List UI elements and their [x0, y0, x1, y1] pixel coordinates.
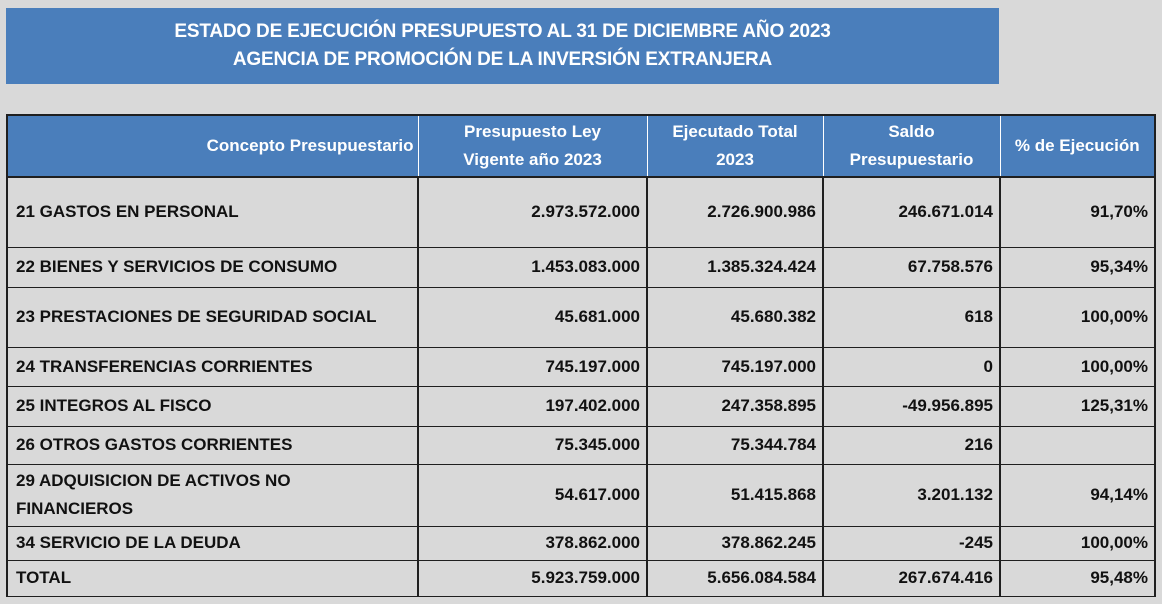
cell-ejecutado: 247.358.895 [647, 386, 823, 426]
cell-ejecutado: 45.680.382 [647, 287, 823, 347]
cell-presupuesto: 5.923.759.000 [418, 560, 647, 596]
header-ejecutado-line-2: 2023 [716, 150, 754, 169]
cell-pct: 91,70% [1000, 177, 1155, 247]
cell-concepto-line-2: FINANCIEROS [16, 499, 134, 518]
gridline [0, 89, 1162, 90]
cell-presupuesto: 45.681.000 [418, 287, 647, 347]
table-row [7, 247, 1155, 287]
table-row [7, 464, 1155, 526]
header-presupuesto [418, 115, 647, 177]
cell-concepto [7, 464, 418, 526]
cell-concepto: 25 INTEGROS AL FISCO [7, 386, 418, 426]
header-ejecucion: % de Ejecución [1000, 115, 1155, 177]
cell-ejecutado: 5.656.084.584 [647, 560, 823, 596]
cell-saldo: 0 [823, 347, 1000, 386]
cell-saldo: -245 [823, 526, 1000, 560]
header-saldo-line-2: Presupuestario [849, 150, 974, 169]
cell-saldo: 216 [823, 426, 1000, 464]
cell-presupuesto: 378.862.000 [418, 526, 647, 560]
cell-saldo: 3.201.132 [823, 464, 1000, 526]
header-presupuesto-line-1: Presupuesto Ley [464, 122, 601, 141]
cell-pct: 100,00% [1000, 347, 1155, 386]
cell-saldo: 67.758.576 [823, 247, 1000, 287]
cell-presupuesto: 1.453.083.000 [418, 247, 647, 287]
cell-presupuesto: 197.402.000 [418, 386, 647, 426]
cell-concepto: TOTAL [7, 560, 418, 596]
table-row [7, 287, 1155, 347]
cell-ejecutado: 1.385.324.424 [647, 247, 823, 287]
cell-pct: 95,48% [1000, 560, 1155, 596]
gridline [0, 110, 1162, 111]
cell-presupuesto: 745.197.000 [418, 347, 647, 386]
cell-presupuesto: 54.617.000 [418, 464, 647, 526]
cell-pct: 100,00% [1000, 287, 1155, 347]
cell-pct [1000, 426, 1155, 464]
cell-concepto: 23 PRESTACIONES DE SEGURIDAD SOCIAL [7, 287, 418, 347]
cell-pct: 95,34% [1000, 247, 1155, 287]
cell-concepto-line-1: 29 ADQUISICION DE ACTIVOS NO [16, 471, 291, 490]
cell-saldo: 618 [823, 287, 1000, 347]
cell-ejecutado: 745.197.000 [647, 347, 823, 386]
table-row [7, 177, 1155, 247]
cell-pct: 94,14% [1000, 464, 1155, 526]
table-row [7, 426, 1155, 464]
cell-pct: 100,00% [1000, 526, 1155, 560]
report-title [6, 8, 999, 84]
cell-presupuesto: 2.973.572.000 [418, 177, 647, 247]
table-row [7, 386, 1155, 426]
header-ejecutado-line-1: Ejecutado Total [672, 122, 798, 141]
header-concepto: Concepto Presupuestario [7, 115, 418, 177]
table-row [7, 526, 1155, 560]
table-header-row [7, 115, 1155, 177]
cell-saldo: 246.671.014 [823, 177, 1000, 247]
report-title-line-2: AGENCIA DE PROMOCIÓN DE LA INVERSIÓN EXTRANJERA [232, 49, 773, 70]
cell-concepto: 22 BIENES Y SERVICIOS DE CONSUMO [7, 247, 418, 287]
header-saldo-line-1: Saldo [888, 122, 935, 141]
table-total-row [7, 560, 1155, 596]
budget-execution-table [6, 114, 1156, 597]
cell-concepto: 26 OTROS GASTOS CORRIENTES [7, 426, 418, 464]
cell-presupuesto: 75.345.000 [418, 426, 647, 464]
header-saldo [823, 115, 1000, 177]
cell-ejecutado: 2.726.900.986 [647, 177, 823, 247]
cell-ejecutado: 75.344.784 [647, 426, 823, 464]
header-ejecutado [647, 115, 823, 177]
cell-concepto: 21 GASTOS EN PERSONAL [7, 177, 418, 247]
report-title-line-1: ESTADO DE EJECUCIÓN PRESUPUESTO AL 31 DE DICIEMBRE AÑO 2023 [174, 21, 831, 42]
header-presupuesto-line-2: Vigente año 2023 [463, 150, 602, 169]
cell-saldo: 267.674.416 [823, 560, 1000, 596]
table-row [7, 347, 1155, 386]
cell-ejecutado: 378.862.245 [647, 526, 823, 560]
cell-concepto: 34 SERVICIO DE LA DEUDA [7, 526, 418, 560]
cell-saldo: -49.956.895 [823, 386, 1000, 426]
cell-pct: 125,31% [1000, 386, 1155, 426]
cell-ejecutado: 51.415.868 [647, 464, 823, 526]
cell-concepto: 24 TRANSFERENCIAS CORRIENTES [7, 347, 418, 386]
